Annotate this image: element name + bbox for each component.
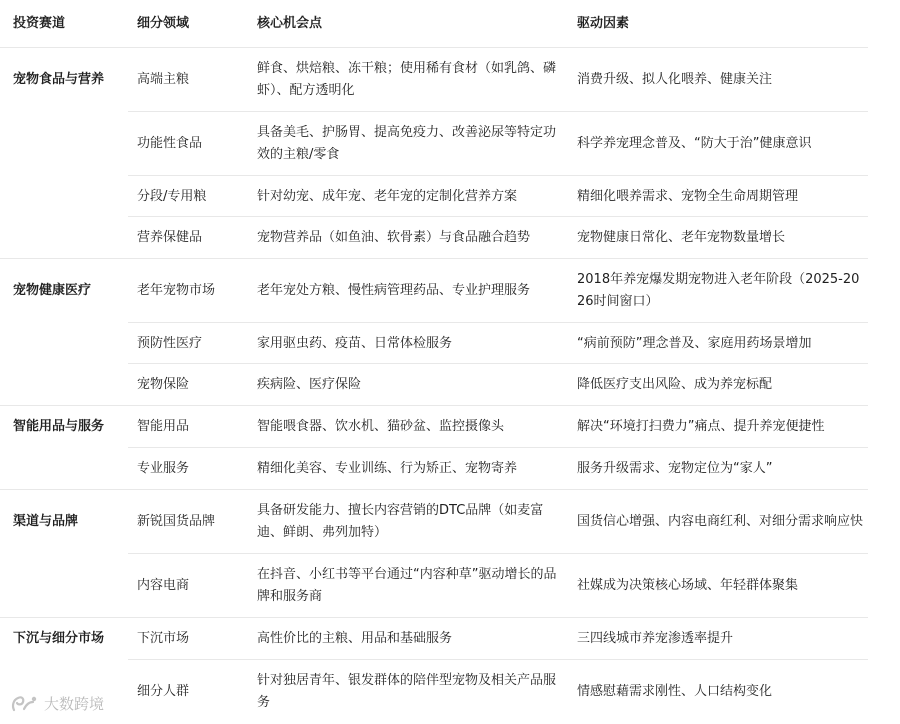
cell-segment: 宠物保险 (137, 377, 190, 392)
cell-opportunity: 鲜食、烘焙粮、冻干粮；使用稀有食材（如乳鸽、磷虾）、配方透明化 (257, 61, 557, 98)
cell-segment: 下沉市场 (137, 631, 190, 646)
cell-track: 智能用品与服务 (13, 419, 105, 434)
cell-segment: 营养保健品 (137, 230, 203, 245)
table-row (0, 660, 868, 724)
header-driver: 驱动因素 (577, 16, 630, 31)
table-row (0, 48, 868, 112)
cell-segment: 智能用品 (137, 419, 190, 434)
cell-segment: 新锐国货品牌 (137, 514, 216, 529)
table-row (0, 490, 868, 554)
cell-driver: 精细化喂养需求、宠物全生命周期管理 (577, 188, 799, 204)
cell-driver: 降低医疗支出风险、成为养宠标配 (577, 377, 773, 392)
cell-opportunity: 高性价比的主粮、用品和基础服务 (257, 631, 453, 646)
table-row (0, 364, 868, 406)
dashu-logo-icon (10, 694, 38, 714)
table-row (0, 554, 868, 618)
cell-driver: 科学养宠理念普及、“防大于治”健康意识 (577, 136, 812, 151)
cell-segment: 功能性食品 (137, 136, 203, 151)
cell-driver: 消费升级、拟人化喂养、健康关注 (577, 72, 773, 87)
table-row (0, 448, 868, 490)
cell-driver: 三四线城市养宠渗透率提升 (577, 631, 734, 646)
cell-driver: 2018年养宠爆发期宠物进入老年阶段（2025-2026时间窗口） (577, 272, 860, 309)
cell-driver: 解决“环境打扫费力”痛点、提升养宠便捷性 (577, 419, 825, 434)
cell-opportunity: 针对独居青年、银发群体的陪伴型宠物及相关产品服务 (257, 673, 557, 710)
cell-segment: 细分人群 (137, 684, 190, 699)
header-segment: 细分领域 (137, 16, 190, 31)
cell-driver: “病前预防”理念普及、家庭用药场景增加 (577, 335, 812, 351)
table-row (0, 323, 868, 364)
cell-driver: 宠物健康日常化、老年宠物数量增长 (577, 230, 786, 245)
cell-segment: 老年宠物市场 (137, 283, 216, 298)
table-row (0, 112, 868, 176)
cell-opportunity: 老年宠处方粮、慢性病管理药品、专业护理服务 (257, 283, 531, 298)
cell-driver: 情感慰藉需求刚性、人口结构变化 (577, 684, 773, 699)
cell-track: 渠道与品牌 (13, 514, 79, 529)
cell-track: 宠物健康医疗 (13, 283, 92, 298)
cell-segment: 内容电商 (137, 578, 190, 593)
table-row (0, 176, 868, 217)
cell-opportunity: 在抖音、小红书等平台通过“内容种草”驱动增长的品牌和服务商 (257, 567, 557, 604)
table-row (0, 259, 868, 323)
watermark (10, 693, 104, 714)
cell-segment: 预防性医疗 (137, 335, 203, 351)
cell-track: 宠物食品与营养 (13, 72, 105, 87)
cell-segment: 专业服务 (137, 461, 190, 476)
table-header (0, 0, 868, 48)
cell-segment: 高端主粮 (137, 72, 190, 87)
table-row (0, 217, 868, 259)
table-row (0, 618, 868, 660)
cell-opportunity: 精细化美容、专业训练、行为矫正、宠物寄养 (257, 461, 518, 476)
cell-opportunity: 具备研发能力、擅长内容营销的DTC品牌（如麦富迪、鲜朗、弗列加特） (257, 503, 544, 540)
cell-driver: 国货信心增强、内容电商红利、对细分需求响应快 (577, 514, 864, 529)
cell-opportunity: 智能喂食器、饮水机、猫砂盆、监控摄像头 (257, 419, 505, 434)
cell-driver: 服务升级需求、宠物定位为“家人” (577, 461, 773, 476)
cell-opportunity: 具备美毛、护肠胃、提高免疫力、改善泌尿等特定功效的主粮/零食 (257, 125, 557, 162)
header-track: 投资赛道 (13, 16, 66, 31)
table-row (0, 406, 868, 448)
cell-opportunity: 针对幼宠、成年宠、老年宠的定制化营养方案 (257, 188, 518, 204)
cell-opportunity: 家用驱虫药、疫苗、日常体检服务 (257, 335, 453, 351)
cell-opportunity: 疾病险、医疗保险 (257, 377, 362, 392)
cell-track: 下沉与细分市场 (13, 631, 105, 646)
cell-opportunity: 宠物营养品（如鱼油、软骨素）与食品融合趋势 (257, 230, 531, 245)
watermark-text: 大数跨境 (44, 695, 105, 713)
header-opportunity: 核心机会点 (257, 16, 323, 31)
cell-segment: 分段/专用粮 (137, 188, 207, 204)
cell-driver: 社媒成为决策核心场域、年轻群体聚集 (577, 578, 799, 593)
